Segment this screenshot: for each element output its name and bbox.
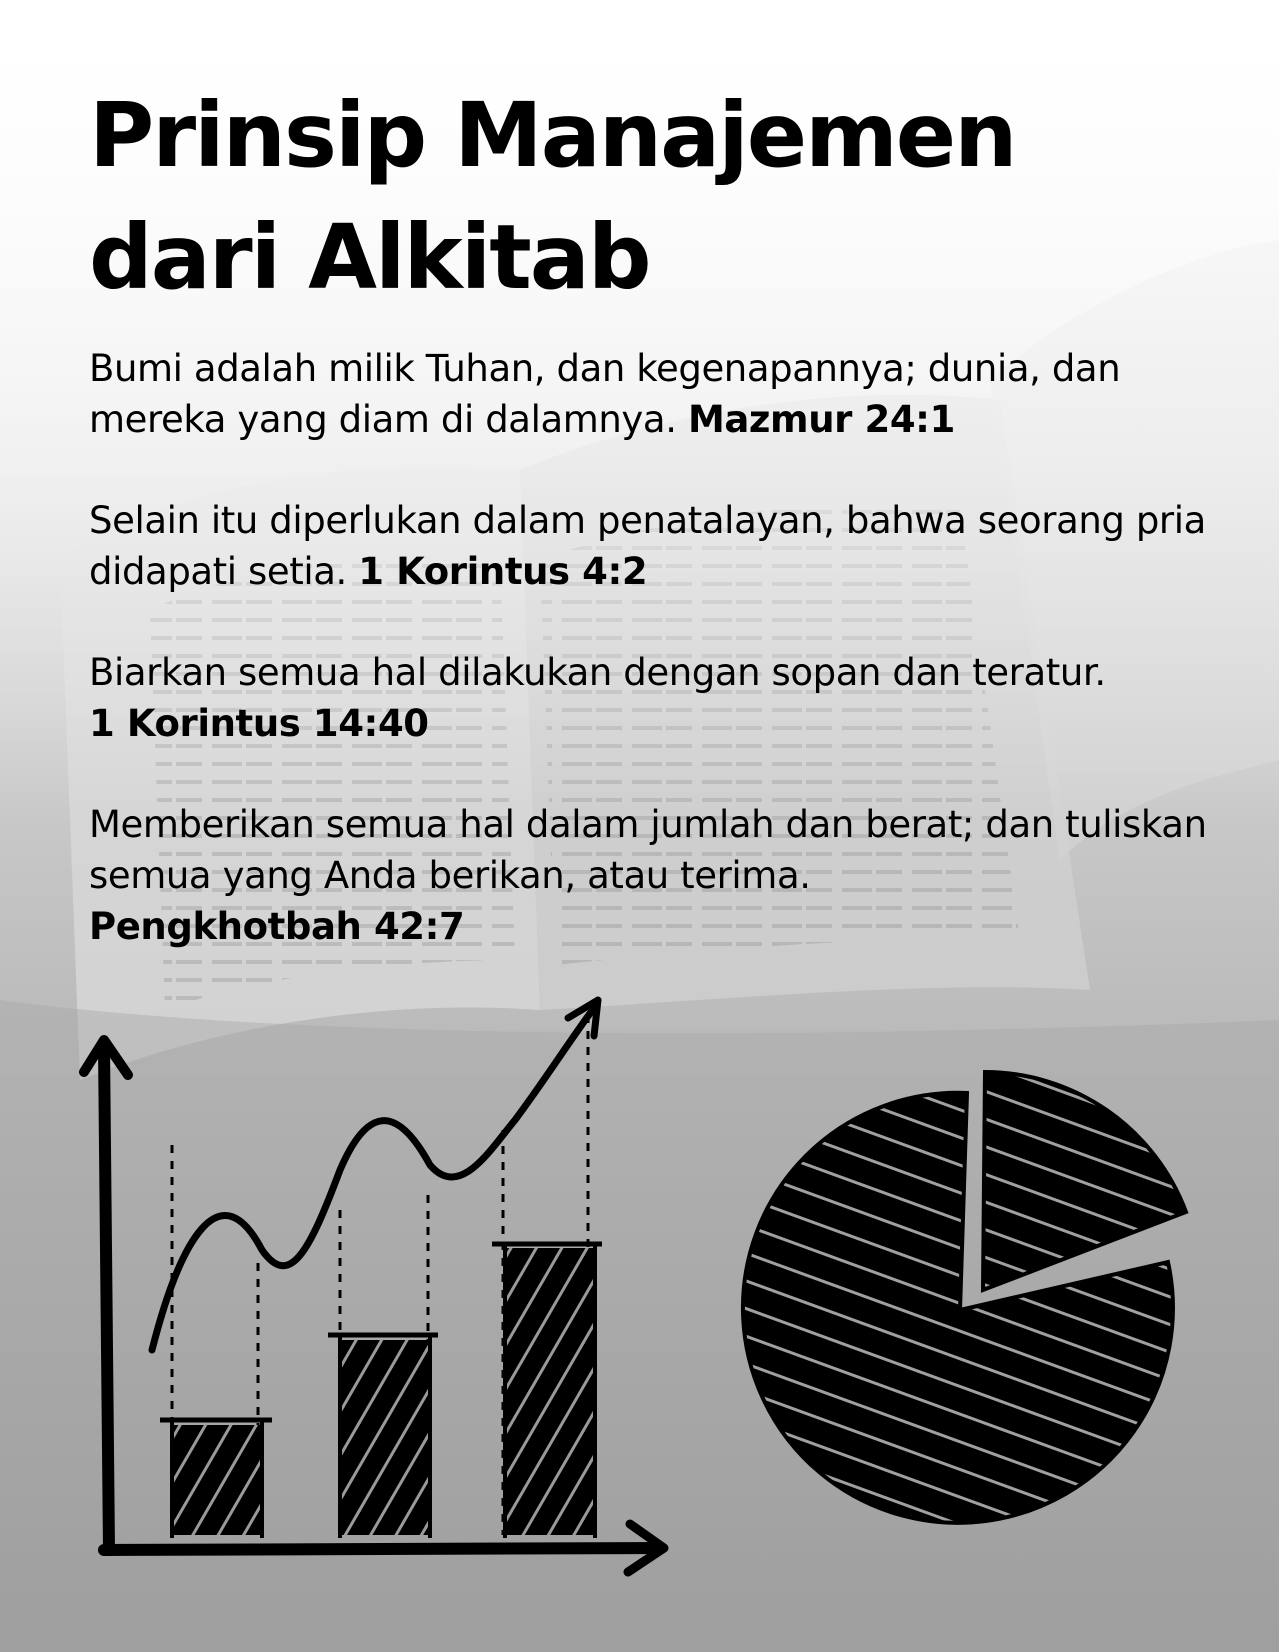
- verse-reference: Mazmur 24:1: [687, 398, 955, 441]
- verse-reference: 1 Korintus 14:40: [89, 702, 429, 745]
- verse-reference: Pengkhotbah 42:7: [89, 905, 465, 948]
- page-title: Prinsip Manajemen dari Alkitab: [89, 83, 1016, 309]
- verse-text: Selain itu diperlukan dalam penatalayan, bahwa seorang pria didapati setia.: [89, 499, 1206, 593]
- pie-chart-icon: [743, 1072, 1186, 1523]
- verse-text: Biarkan semua hal dilakukan dengan sopan dan teratur.: [89, 651, 1106, 694]
- verse-reference: 1 Korintus 4:2: [358, 550, 648, 593]
- verse-text: Bumi adalah milik Tuhan, dan kegenapannya; dunia, dan mereka yang diam di dalamnya.: [89, 347, 1121, 441]
- verse-text: Memberikan semua hal dalam jumlah dan berat; dan tuliskan semua yang Anda berikan, atau terima.: [89, 803, 1207, 897]
- growth-chart-icon: [84, 1000, 664, 1572]
